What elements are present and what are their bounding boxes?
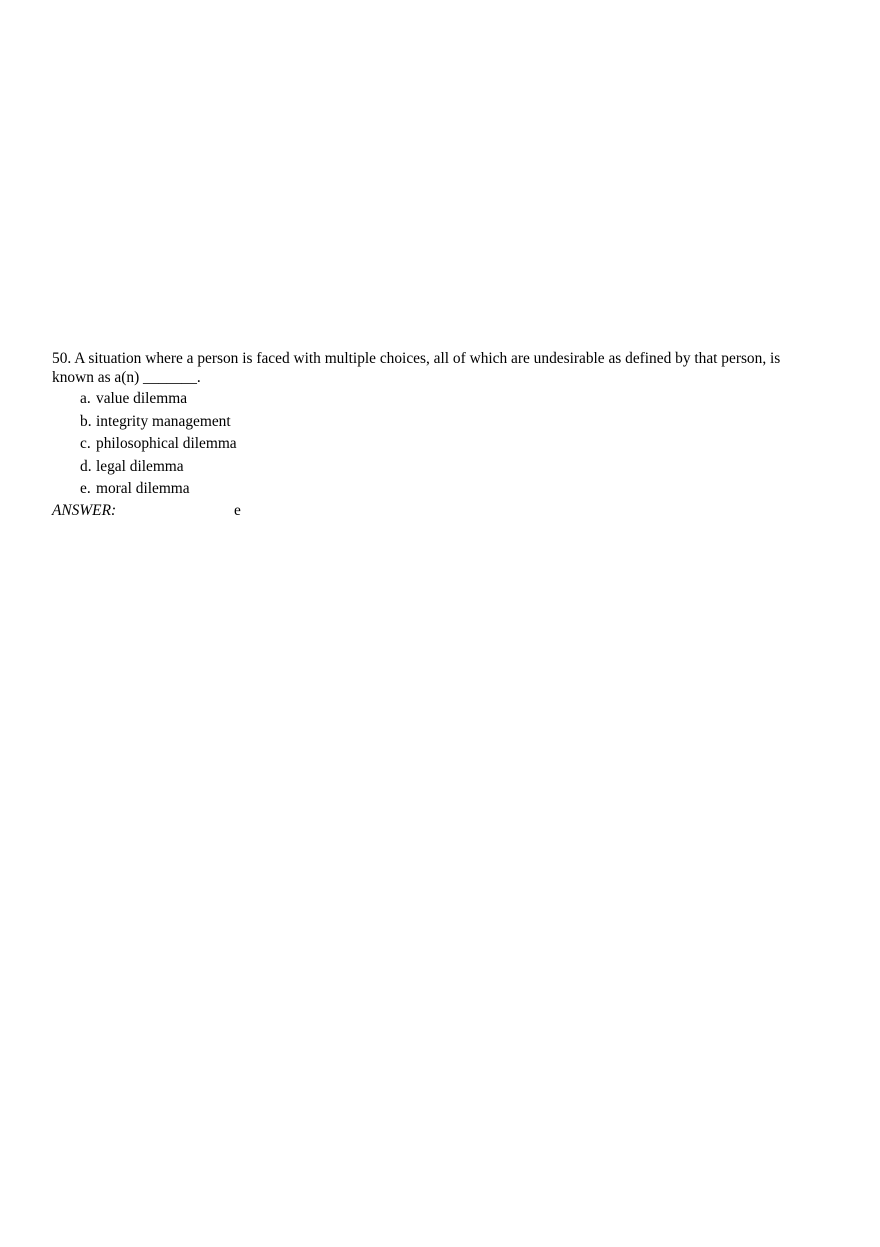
answer-value: e: [234, 502, 241, 519]
option-letter: b.: [80, 412, 92, 430]
option-text: moral dilemma: [96, 480, 190, 497]
option-item: [80, 388, 822, 411]
answer-label: ANSWER:: [52, 502, 117, 519]
option-letter: d.: [80, 457, 92, 475]
option-text: philosophical dilemma: [96, 435, 237, 452]
option-letter: c.: [80, 435, 91, 452]
question-block: [52, 349, 822, 501]
question-text: 50. A situation where a person is faced with multiple choices, all of which are undesirable as defined by that person, is known as a(n) _______.: [52, 350, 781, 386]
answer-row: [52, 500, 241, 522]
option-item: [80, 456, 822, 479]
option-item: [80, 411, 822, 434]
option-text: integrity management: [96, 412, 231, 430]
options-list: [52, 388, 822, 501]
option-item: [80, 478, 822, 501]
option-text: value dilemma: [96, 390, 188, 407]
option-item: [80, 433, 822, 456]
option-text: legal dilemma: [96, 457, 184, 475]
option-letter: e.: [80, 480, 91, 497]
option-letter: a.: [80, 390, 91, 407]
